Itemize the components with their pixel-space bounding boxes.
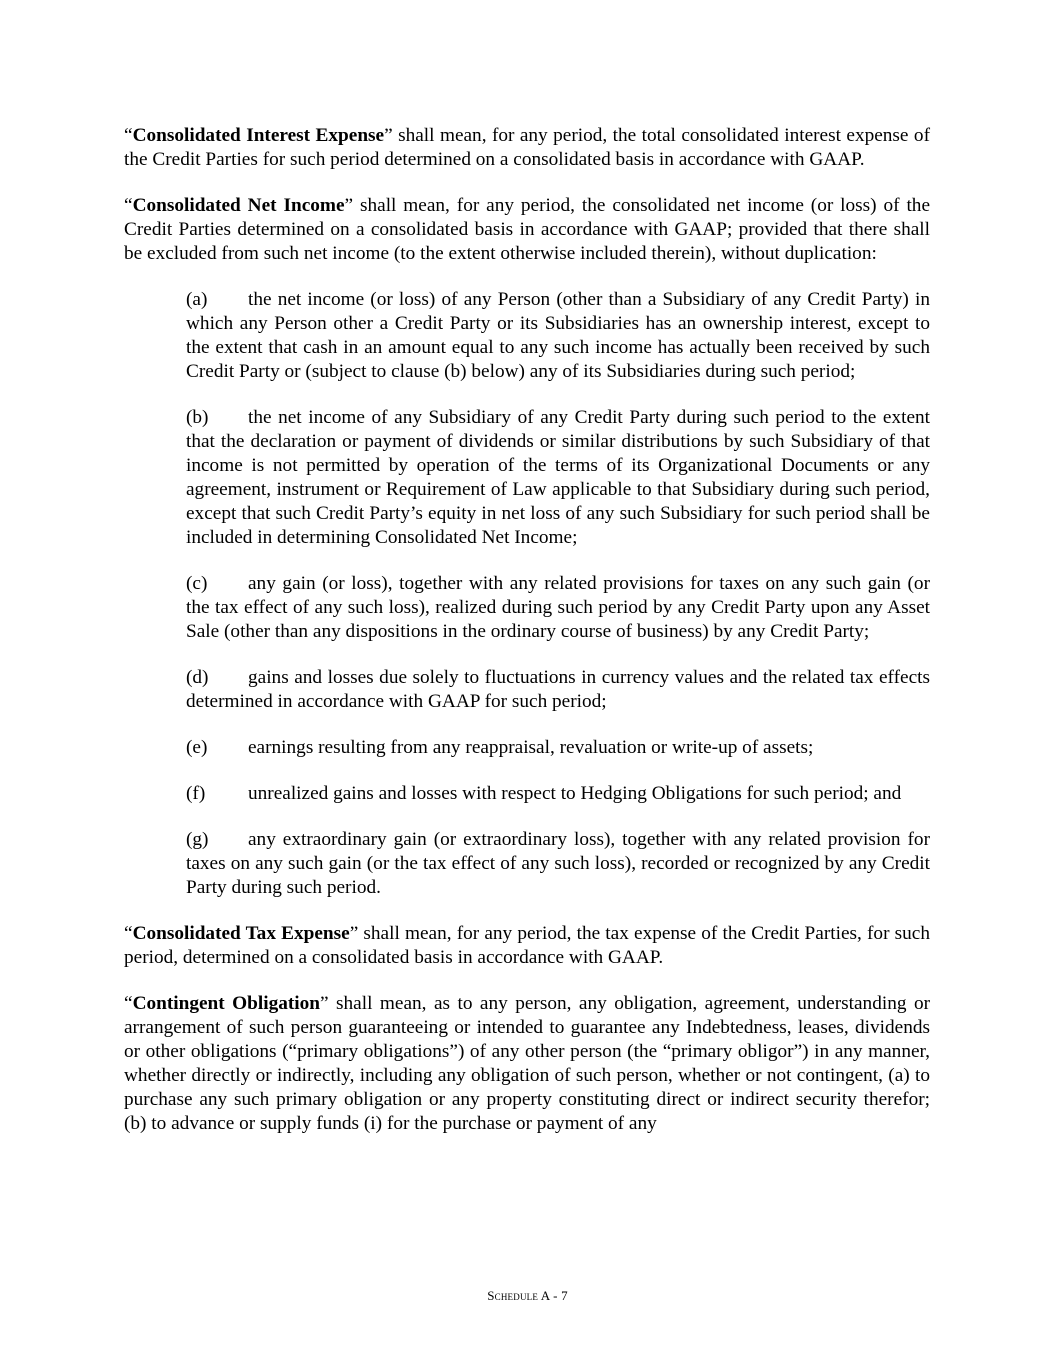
definition-contingent-obligation: “Contingent Obligation” shall mean, as to any person, any obligation, agreement, understanding or arrangement of such person guaranteeing or intended to guarantee any Indebtedness, leases, dividends or other obligations (“primary obligations”) of any other person (the “primary obligor”) in any manner, whether directly or indirectly, including any obligation of such person, whether or not contingent, (a) to purchase any such primary obligation or any property constituting direct or indirect security therefor; (b) to advance or supply funds (i) for the purchase or payment of any <box>124 993 930 1134</box>
definition-text: ” shall mean, for any period, the total consolidated interest expense of the Credit Parties for such period determined on a consolidated basis in accordance with GAAP. <box>124 125 930 170</box>
clause-label: (e) <box>186 737 208 758</box>
clause-g <box>186 828 930 900</box>
clause-c <box>186 572 930 644</box>
document-body <box>124 124 930 1158</box>
clause-text: any extraordinary gain (or extraordinary loss), together with any related provision for taxes on any such gain (or the tax effect of any such loss), recorded or recognized by any Credit Party during such period. <box>186 829 930 898</box>
clause-text: earnings resulting from any reappraisal, revaluation or write-up of assets; <box>248 737 814 758</box>
defined-term: Consolidated Tax Expense <box>132 923 350 944</box>
definition-text: ” shall mean, for any period, the tax expense of the Credit Parties, for such period, determined on a consolidated basis in accordance with GAAP. <box>124 923 930 968</box>
clause-text: gains and losses due solely to fluctuations in currency values and the related tax effects determined in accordance with GAAP for such period; <box>186 667 930 712</box>
clause-text: any gain (or loss), together with any related provisions for taxes on any such gain (or the tax effect of any such loss), realized during such period by any Credit Party upon any Asset Sale (other than any dispositions in the ordinary course of business) by any Credit Party; <box>186 573 930 642</box>
clause-text: the net income (or loss) of any Person (other than a Subsidiary of any Credit Party) in which any Person other a Credit Party or its Subsidiaries has an ownership interest, except to the extent that cash in an amount equal to any such income has actually been received by such Credit Party or (subject to clause (b) below) any of its Subsidiaries during such period; <box>186 289 930 382</box>
clause-f <box>186 782 930 806</box>
clause-label: (g) <box>186 829 209 850</box>
clause-d <box>186 666 930 714</box>
clause-text: unrealized gains and losses with respect to Hedging Obligations for such period; and <box>248 783 902 804</box>
clause-b <box>186 406 930 550</box>
clause-label: (d) <box>186 667 209 688</box>
definition-text: ” shall mean, for any period, the consolidated net income (or loss) of the Credit Parties determined on a consolidated basis in accordance with GAAP; provided that there shall be excluded from such net income (to the extent otherwise included therein), without duplication: <box>124 195 930 264</box>
clause-label: (b) <box>186 407 209 428</box>
defined-term: Contingent Obligation <box>132 993 321 1014</box>
clause-text: the net income of any Subsidiary of any Credit Party during such period to the extent that the declaration or payment of dividends or similar distributions by such Subsidiary of that income is not permitted by operation of the terms of its Organizational Documents or any agreement, instrument or Requirement of Law applicable to that Subsidiary during such period, except that such Credit Party’s equity in net loss of any such Subsidiary for such period shall be included in determining Consolidated Net Income; <box>186 407 930 548</box>
page-footer: Schedule A - 7 <box>487 1288 568 1303</box>
definition-consolidated-net-income: “Consolidated Net Income” shall mean, for any period, the consolidated net income (or loss) of the Credit Parties determined on a consolidated basis in accordance with GAAP; provided that there shall be excluded from such net income (to the extent otherwise included therein), without duplication: <box>124 195 930 264</box>
clause-label: (c) <box>186 573 208 594</box>
clause-a <box>186 288 930 384</box>
definition-consolidated-tax-expense: “Consolidated Tax Expense” shall mean, for any period, the tax expense of the Credit Parties, for such period, determined on a consolidated basis in accordance with GAAP. <box>124 923 930 968</box>
clause-e <box>186 736 930 760</box>
definition-consolidated-interest-expense: “Consolidated Interest Expense” shall mean, for any period, the total consolidated interest expense of the Credit Parties for such period determined on a consolidated basis in accordance with GAAP. <box>124 125 930 170</box>
defined-term: Consolidated Net Income <box>132 195 345 216</box>
definition-text: ” shall mean, as to any person, any obligation, agreement, understanding or arrangement of such person guaranteeing or intended to guarantee any Indebtedness, leases, dividends or other obligations (“primary obligations”) of any other person (the “primary obligor”) in any manner, whether directly or indirectly, including any obligation of such person, whether or not contingent, (a) to purchase any such primary obligation or any property constituting direct or indirect security therefor; (b) to advance or supply funds (i) for the purchase or payment of any <box>124 993 930 1134</box>
clause-label: (a) <box>186 289 208 310</box>
clause-label: (f) <box>186 783 206 804</box>
defined-term: Consolidated Interest Expense <box>132 125 385 146</box>
